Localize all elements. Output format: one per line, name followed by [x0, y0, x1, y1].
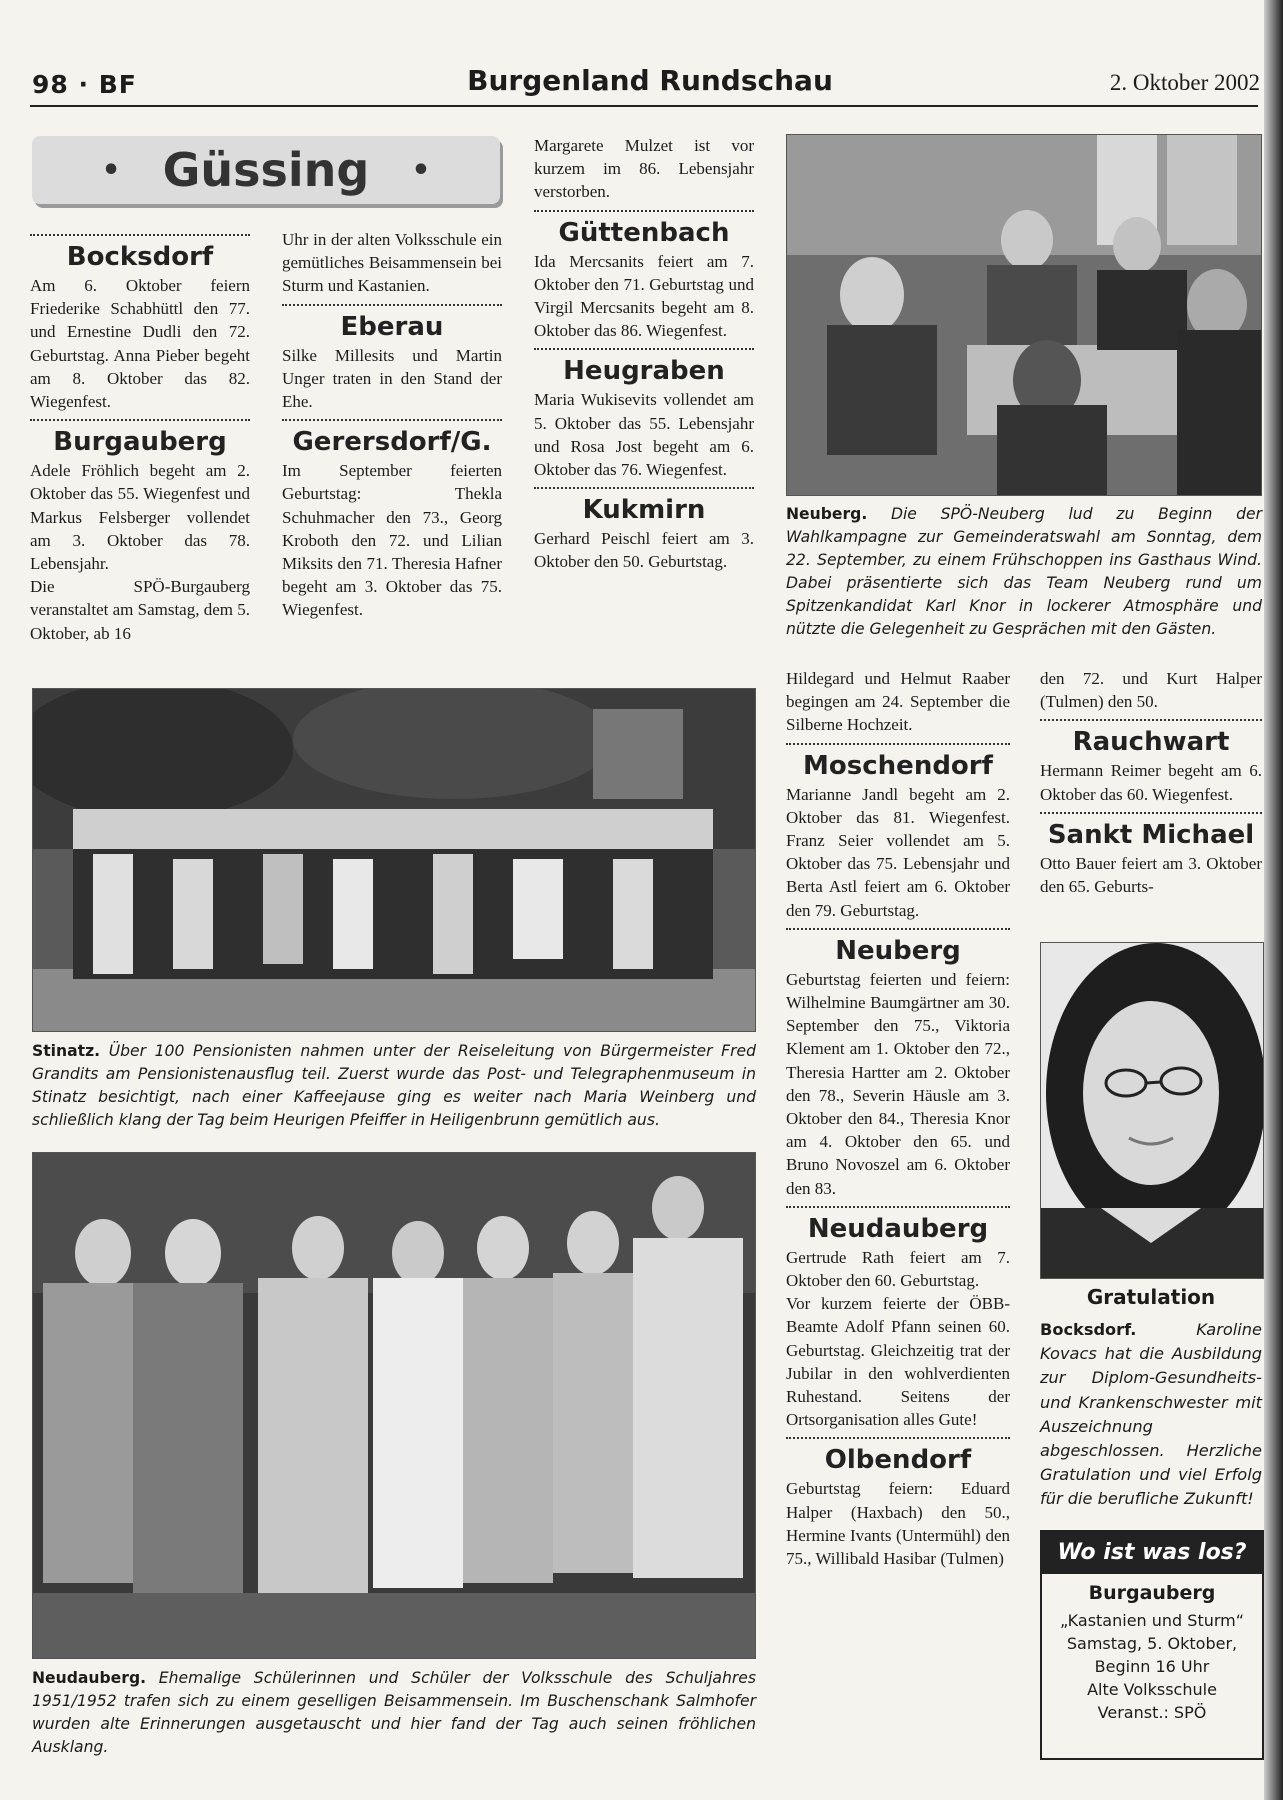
dotted-separator [786, 928, 1010, 930]
section-banner [32, 136, 500, 204]
dotted-separator [786, 743, 1010, 745]
events-box-body [1042, 1574, 1262, 1724]
dotted-separator [282, 419, 502, 421]
dotted-separator [786, 1437, 1010, 1439]
section-title: Güssing [162, 143, 370, 197]
caption-stinatz-place: Stinatz. [32, 1042, 101, 1060]
events-line-4: Alte Volksschule [1087, 1680, 1217, 1699]
caption-neuberg [786, 503, 1262, 641]
photo-neudauberg-graphic [33, 1153, 755, 1658]
dotted-separator [534, 487, 754, 489]
heading-gerersdorf: Gerersdorf/G. [292, 427, 492, 458]
heading-olbendorf: Olbendorf [824, 1445, 972, 1476]
caption-stinatz [32, 1040, 756, 1132]
text-neudauberg-2: Vor kurzem feierte der ÖBB-Beamte Adolf Pfann seinen 60. Geburtstag. Gleichzeitig trat der Jubilar in den wohlverdienten Ruhestand. Seitens der Ortsorganisation alles Gute! [786, 1294, 1010, 1430]
text-col3-intro: Margarete Mulzet ist vor kurzem im 86. Lebensjahr verstorben. [534, 136, 754, 202]
heading-neudauberg: Neudauberg [807, 1213, 989, 1244]
heading-kukmirn: Kukmirn [582, 495, 706, 526]
text-sankt-michael: Otto Bauer feiert am 3. Oktober den 65. Geburts- [1040, 853, 1262, 897]
text-neuberg: Geburtstag feierten und feiern: Wilhelmine Baumgärtner am 30. September den 75., Viktoria Klement am 1. Oktober den 72., Theresia Hartter am 2. Oktober den 78., Severin Häusle am 3. Oktober den 84., Theresia Knor am 4. Oktober den 65. und Bruno Novoszel am 6. Oktober den 83. [786, 969, 1010, 1198]
text-heugraben: Maria Wukisevits vollendet am 5. Oktober das 55. Lebensjahr und Rosa Jost begeht am 6. Oktober das 76. Wiegenfest. [534, 390, 754, 480]
caption-neuberg-text: Die SPÖ-Neuberg lud zu Beginn der Wahlkampagne zur Gemeinderatswahl am Sonntag, dem 22. September, zu einem Frühschoppen ins Gasthaus Wind. Dabei präsentierte sich das Team Neuberg rund um Spitzenkandidat Karl Knor in lockerer Atmosphäre und nützte die Gelegenheit zu Gesprächen mit den Gästen. [786, 505, 1262, 638]
column-2 [282, 228, 502, 622]
text-burgauberg-2: Die SPÖ-Burgauberg veranstaltet am Samstag, dem 5. Oktober, ab 16 [30, 577, 250, 643]
text-col4-intro: Hildegard und Helmut Raaber begingen am 24. September die Silberne Hochzeit. [786, 669, 1010, 735]
caption-neudauberg [32, 1667, 756, 1759]
page-number: 98 · BF [32, 70, 137, 99]
gratulation-title: Gratulation [1086, 1285, 1216, 1309]
heading-sankt-michael: Sankt Michael [1047, 819, 1255, 850]
events-box-heading: Wo ist was los? [1042, 1532, 1262, 1574]
heading-heugraben: Heugraben [563, 356, 725, 387]
events-line-2: Samstag, 5. Oktober, [1066, 1634, 1238, 1653]
text-gerersdorf: Im September feierten Geburtstag: Thekla Schuhmacher den 73., Georg Kroboth den 72. und Lilian Miksits den 71. Theresia Hafner begeht am 3. Oktober das 75. Wiegenfest. [282, 461, 502, 620]
heading-eberau: Eberau [340, 311, 444, 342]
events-line-3: Beginn 16 Uhr [1094, 1657, 1210, 1676]
caption-neudauberg-text: Ehemalige Schülerinnen und Schüler der Volksschule des Schuljahres 1951/1952 trafen sich zu einem geselligen Beisammensein. Im Buschenschank Salmhofer wurden alte Erinnerungen ausgetauscht und hier fand der Tag auch seinen fröhlichen Ausklang. [32, 1669, 756, 1756]
banner-dot-right: • [411, 152, 431, 188]
heading-burgauberg: Burgauberg [53, 427, 227, 458]
text-guettenbach: Ida Mercsanits feiert am 7. Oktober den 71. Geburtstag und Virgil Mercsanits begeht am 8. Oktober das 86. Wiegenfest. [534, 251, 754, 341]
text-olbendorf: Geburtstag feiern: Eduard Halper (Haxbach) den 50., Hermine Ivants (Untermühl) den 75., Willibald Hasibar (Tulmen) [786, 1479, 1010, 1569]
text-eberau: Silke Millesits und Martin Unger traten in den Stand der Ehe. [282, 345, 502, 412]
photo-neudauberg [32, 1152, 756, 1659]
photo-portrait [1040, 942, 1264, 1279]
caption-stinatz-text: Über 100 Pensionisten nahmen unter der Reiseleitung von Bürgermeister Fred Grandits am Pensionistenausflug teil. Zuerst wurde das Post- und Telegraphenmuseum in Stinatz besichtigt, nach einer Kaffeejause ging es weiter nach Maria Weinberg und schließlich klang der Tag beim Heurigen Pfeiffer in Heiligenbrunn gemütlich aus. [32, 1042, 756, 1129]
text-col2-intro: Uhr in der alten Volksschule ein gemütliches Beisammensein bei Sturm und Kastanien. [282, 230, 502, 296]
dotted-separator [1040, 719, 1262, 721]
dotted-separator [534, 348, 754, 350]
gratulation-place: Bocksdorf. [1040, 1320, 1137, 1339]
column-5 [1040, 667, 1262, 898]
dotted-separator [786, 1206, 1010, 1208]
column-4 [786, 667, 1010, 1570]
caption-neuberg-place: Neuberg. [786, 505, 868, 523]
heading-rauchwart: Rauchwart [1072, 727, 1230, 758]
column-3 [534, 134, 754, 574]
text-moschendorf: Marianne Jandl begeht am 2. Oktober das 81. Wiegenfest. Franz Seier vollendet am 5. Oktober das 75. Lebensjahr und Berta Astl feiert am 6. Oktober den 79. Geburtstag. [786, 784, 1010, 920]
text-neudauberg: Gertrude Rath feiert am 7. Oktober den 60. Geburtstag. [786, 1247, 1010, 1291]
text-rauchwart: Hermann Reimer begeht am 6. Oktober das 60. Wiegenfest. [1040, 761, 1262, 804]
dotted-separator [1040, 812, 1262, 814]
column-1 [30, 228, 250, 645]
dotted-separator [534, 210, 754, 212]
events-place: Burgauberg [1088, 1582, 1216, 1604]
text-col5-intro: den 72. und Kurt Halper (Tulmen) den 50. [1040, 669, 1262, 712]
text-kukmirn: Gerhard Peischl feiert am 3. Oktober den 50. Geburtstag. [534, 529, 754, 572]
dotted-separator [30, 419, 250, 421]
issue-date: 2. Oktober 2002 [1109, 70, 1260, 95]
caption-neudauberg-place: Neudauberg. [32, 1669, 147, 1687]
heading-moschendorf: Moschendorf [803, 750, 993, 781]
text-bocksdorf: Am 6. Oktober feiern Friederike Schabhüttl den 77. und Ernestine Dudli den 72. Geburtstag. Anna Pieber begeht am 8. Oktober das 82. Wiegenfest. [30, 276, 250, 412]
text-burgauberg: Adele Fröhlich begeht am 2. Oktober das 55. Wiegenfest und Markus Felsberger vollendet am 3. Oktober das 78. Lebensjahr. [30, 461, 250, 574]
dotted-separator [282, 304, 502, 306]
photo-neuberg [786, 134, 1262, 496]
events-box [1040, 1530, 1264, 1760]
events-line-1: „Kastanien und Sturm“ [1059, 1611, 1245, 1630]
heading-bocksdorf: Bocksdorf [66, 242, 214, 272]
photo-portrait-graphic [1041, 943, 1263, 1278]
photo-stinatz-graphic [33, 689, 755, 1031]
heading-neuberg: Neuberg [835, 935, 961, 966]
banner-dot-left: • [101, 152, 121, 188]
dotted-separator [30, 234, 250, 236]
newspaper-title: Burgenland Rundschau [467, 64, 833, 97]
events-line-5: Veranst.: SPÖ [1097, 1703, 1207, 1722]
gratulation-body: Karoline Kovacs hat die Ausbildung zur Diplom-Gesundheits- und Krankenschwester mit Auszeichnung abgeschlossen. Herzliche Gratulation und viel Erfolg für die berufliche Zukunft! [1040, 1320, 1262, 1509]
photo-neuberg-graphic [787, 135, 1261, 495]
photo-stinatz [32, 688, 756, 1032]
header-rule [30, 105, 1258, 107]
heading-guettenbach: Güttenbach [558, 217, 730, 248]
page-edge-shadow [1264, 0, 1283, 1800]
gratulation-text [1040, 1318, 1262, 1512]
